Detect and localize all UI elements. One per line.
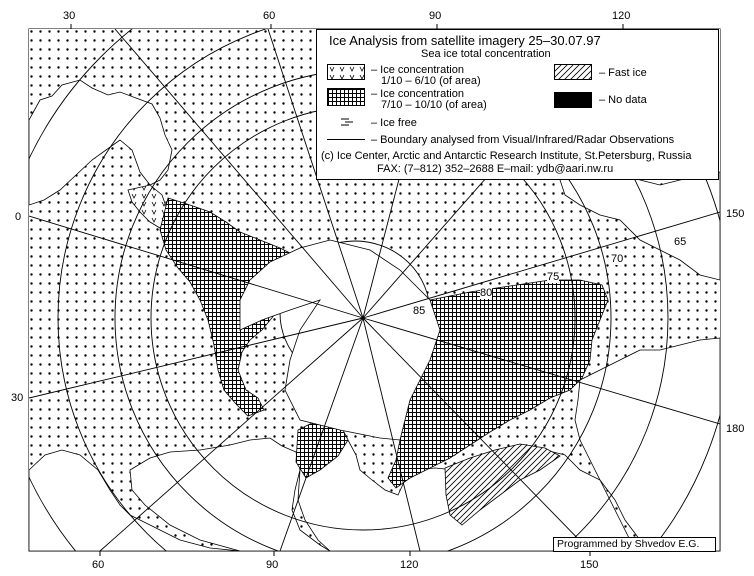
lon-label-top-30: 30: [63, 10, 76, 22]
legend-item1-line2: 1/10 – 6/10 (of area): [381, 75, 481, 87]
lon-label-right-180: 180: [726, 423, 745, 435]
lon-label-bottom-90: 90: [266, 559, 279, 571]
legend-title: Ice Analysis from satellite imagery 25–30.07.97: [329, 33, 601, 48]
legend-boundary: – Boundary analysed from Visual/Infrared/Radar Observations: [371, 134, 675, 146]
lon-label-top-60: 60: [263, 10, 276, 22]
lon-label-top-90: 90: [429, 10, 442, 22]
swatch-ice-free: [331, 115, 361, 129]
lon-label-left-0: 0: [15, 211, 22, 223]
legend-fast-ice: – Fast ice: [599, 67, 647, 79]
swatch-high-concentration: [327, 88, 365, 106]
swatch-no-data: [554, 92, 592, 108]
legend-subtitle: Sea ice total concentration: [421, 48, 551, 60]
lat-label-75: 75: [547, 271, 560, 283]
lon-label-bottom-60: 60: [92, 559, 105, 571]
legend-ice-free: – Ice free: [371, 117, 417, 129]
legend-credits: (c) Ice Center, Arctic and Antarctic Research Institute, St.Petersburg, Russia: [321, 150, 692, 162]
lat-label-70: 70: [611, 253, 624, 265]
legend-item1-line1: – Ice concentration: [371, 64, 464, 76]
swatch-low-concentration: [327, 64, 365, 80]
lat-label-85: 85: [413, 305, 426, 317]
legend-contact: FAX: (7–812) 352–2688 E–mail: ydb@aari.nw.ru: [377, 163, 614, 175]
lon-label-bottom-120: 120: [400, 559, 419, 571]
legend-no-data: – No data: [599, 94, 647, 106]
lat-label-80: 80: [480, 287, 493, 299]
lon-label-right-150: 150: [726, 208, 745, 220]
legend-item2-line1: – Ice concentration: [371, 88, 464, 100]
lon-label-left-30: 30: [11, 392, 24, 404]
swatch-boundary-line: [327, 139, 365, 141]
legend-item2-line2: 7/10 – 10/10 (of area): [381, 99, 487, 111]
programmer-credit: Programmed by Shvedov E.G.: [553, 537, 716, 552]
lon-label-bottom-150: 150: [580, 559, 599, 571]
legend-panel: [316, 29, 719, 180]
lon-label-top-120: 120: [612, 10, 631, 22]
swatch-fast-ice: [554, 64, 592, 80]
lat-label-65: 65: [674, 236, 687, 248]
